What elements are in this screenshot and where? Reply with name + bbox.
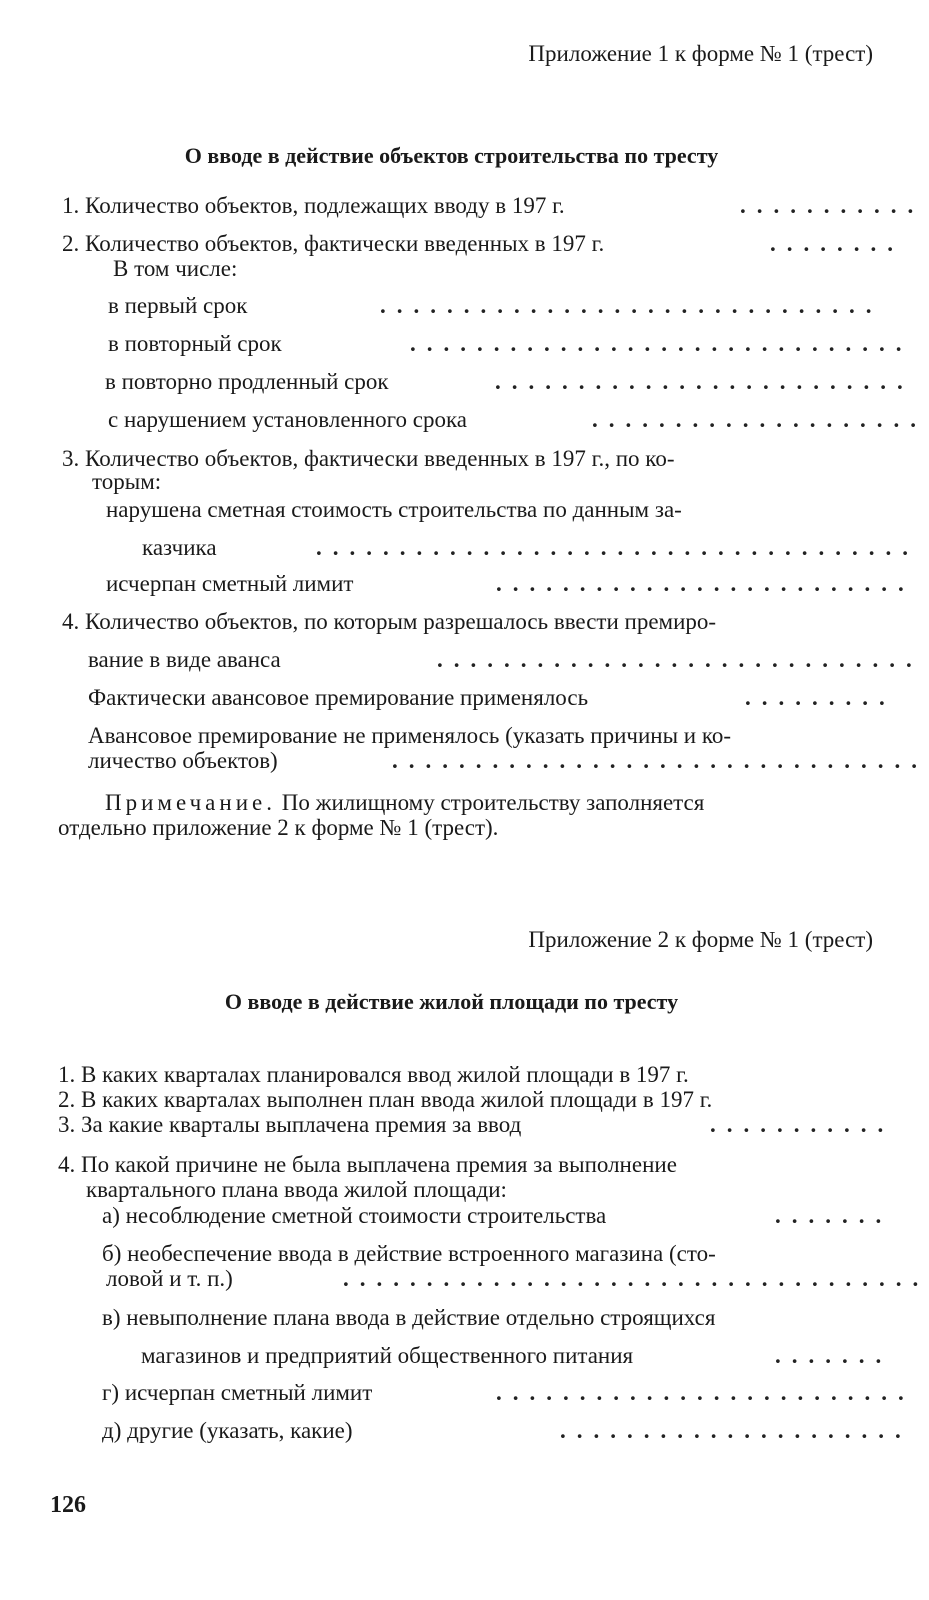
appendix2-item1: 1. В каких кварталах планировался ввод жилой площади в 197 г.	[58, 1062, 689, 1087]
appendix1-item3-sub-b: исчерпан сметный лимит	[106, 571, 354, 596]
appendix1-item2-sub-intro: В том числе:	[113, 256, 238, 281]
page-number: 126	[50, 1492, 86, 1518]
appendix2-title: О вводе в действие жилой площади по тресту	[224, 989, 679, 1014]
appendix1-item2-sub-violation: с нарушением установленного срока	[108, 407, 467, 432]
note-label: Примечание.	[105, 790, 276, 815]
appendix1-header: Приложение 1 к форме № 1 (трест)	[528, 41, 873, 66]
leader-dots: ................................	[392, 748, 928, 773]
appendix2-sub-c: в) невыполнение плана ввода в действие отдельно строящихся	[102, 1305, 716, 1330]
leader-dots: .............................	[437, 647, 923, 672]
appendix2-sub-a: а) несоблюдение сметной стоимости строительства	[102, 1203, 607, 1228]
appendix2-sub-e: д) другие (указать, какие)	[102, 1418, 353, 1443]
appendix1-item1: 1. Количество объектов, подлежащих вводу в 197 г.	[62, 193, 565, 218]
appendix1-title: О вводе в действие объектов строительства по тресту	[184, 143, 719, 168]
leader-dots: .........................	[495, 369, 914, 394]
leader-dots: .........................	[496, 1380, 915, 1405]
appendix1-item2: 2. Количество объектов, фактически введенных в 197 г.	[62, 231, 605, 256]
appendix2-sub-c-cont: магазинов и предприятий общественного питания	[141, 1343, 634, 1368]
appendix1-item2-sub-repeat: в повторный срок	[108, 331, 282, 356]
appendix2-item3: 3. За какие кварталы выплачена премия за ввод	[58, 1112, 522, 1137]
leader-dots: ...................................	[343, 1266, 929, 1291]
leader-dots: ..............................	[410, 331, 913, 356]
appendix1-note	[105, 790, 704, 816]
leader-dots: ...........	[740, 193, 925, 218]
appendix1-advance-applied: Фактически авансовое премирование применялось	[88, 685, 589, 710]
leader-dots: .........	[745, 685, 896, 710]
appendix2-sub-b-cont: ловой и т. п.)	[106, 1266, 233, 1291]
appendix1-item4-cont: вание в виде аванса	[88, 647, 281, 672]
leader-dots: ....................................	[316, 535, 919, 560]
appendix2-header: Приложение 2 к форме № 1 (трест)	[528, 927, 873, 952]
appendix2-sub-b: б) необеспечение ввода в действие встроенного магазина (сто-	[102, 1241, 716, 1266]
appendix1-advance-not-applied-cont: личество объектов)	[88, 748, 278, 773]
appendix1-item3-cont: торым:	[92, 469, 162, 494]
appendix1-item3: 3. Количество объектов, фактически введенных в 197 г., по ко-	[62, 446, 675, 471]
appendix2-item4-cont: квартального плана ввода жилой площади:	[86, 1177, 507, 1202]
appendix1-item3-sub-a-cont: казчика	[142, 535, 217, 560]
appendix2-sub-d: г) исчерпан сметный лимит	[102, 1380, 373, 1405]
note-text: По жилищному строительству заполняется	[275, 790, 705, 815]
leader-dots: ....................	[592, 407, 927, 432]
leader-dots: .....................	[560, 1418, 912, 1443]
leader-dots: ..............................	[380, 293, 883, 318]
appendix1-advance-not-applied: Авансовое премирование не применялось (указать причины и ко-	[88, 723, 732, 748]
appendix2-item2: 2. В каких кварталах выполнен план ввода жилой площади в 197 г.	[58, 1087, 713, 1112]
leader-dots: ...........	[710, 1112, 895, 1137]
leader-dots: ........	[770, 231, 904, 256]
leader-dots: .......	[775, 1343, 893, 1368]
appendix1-item4: 4. Количество объектов, по которым разрешалось ввести премиро-	[62, 609, 717, 634]
appendix2-item4: 4. По какой причине не была выплачена премия за выполнение	[58, 1152, 677, 1177]
appendix1-note-cont: отдельно приложение 2 к форме № 1 (трест).	[58, 815, 499, 840]
appendix1-item2-sub-extended: в повторно продленный срок	[105, 369, 389, 394]
appendix1-item2-sub-first: в первый срок	[108, 293, 248, 318]
leader-dots: .........................	[496, 571, 915, 596]
appendix1-item3-sub-a: нарушена сметная стоимость строительства по данным за-	[106, 497, 682, 522]
leader-dots: .......	[775, 1203, 893, 1228]
